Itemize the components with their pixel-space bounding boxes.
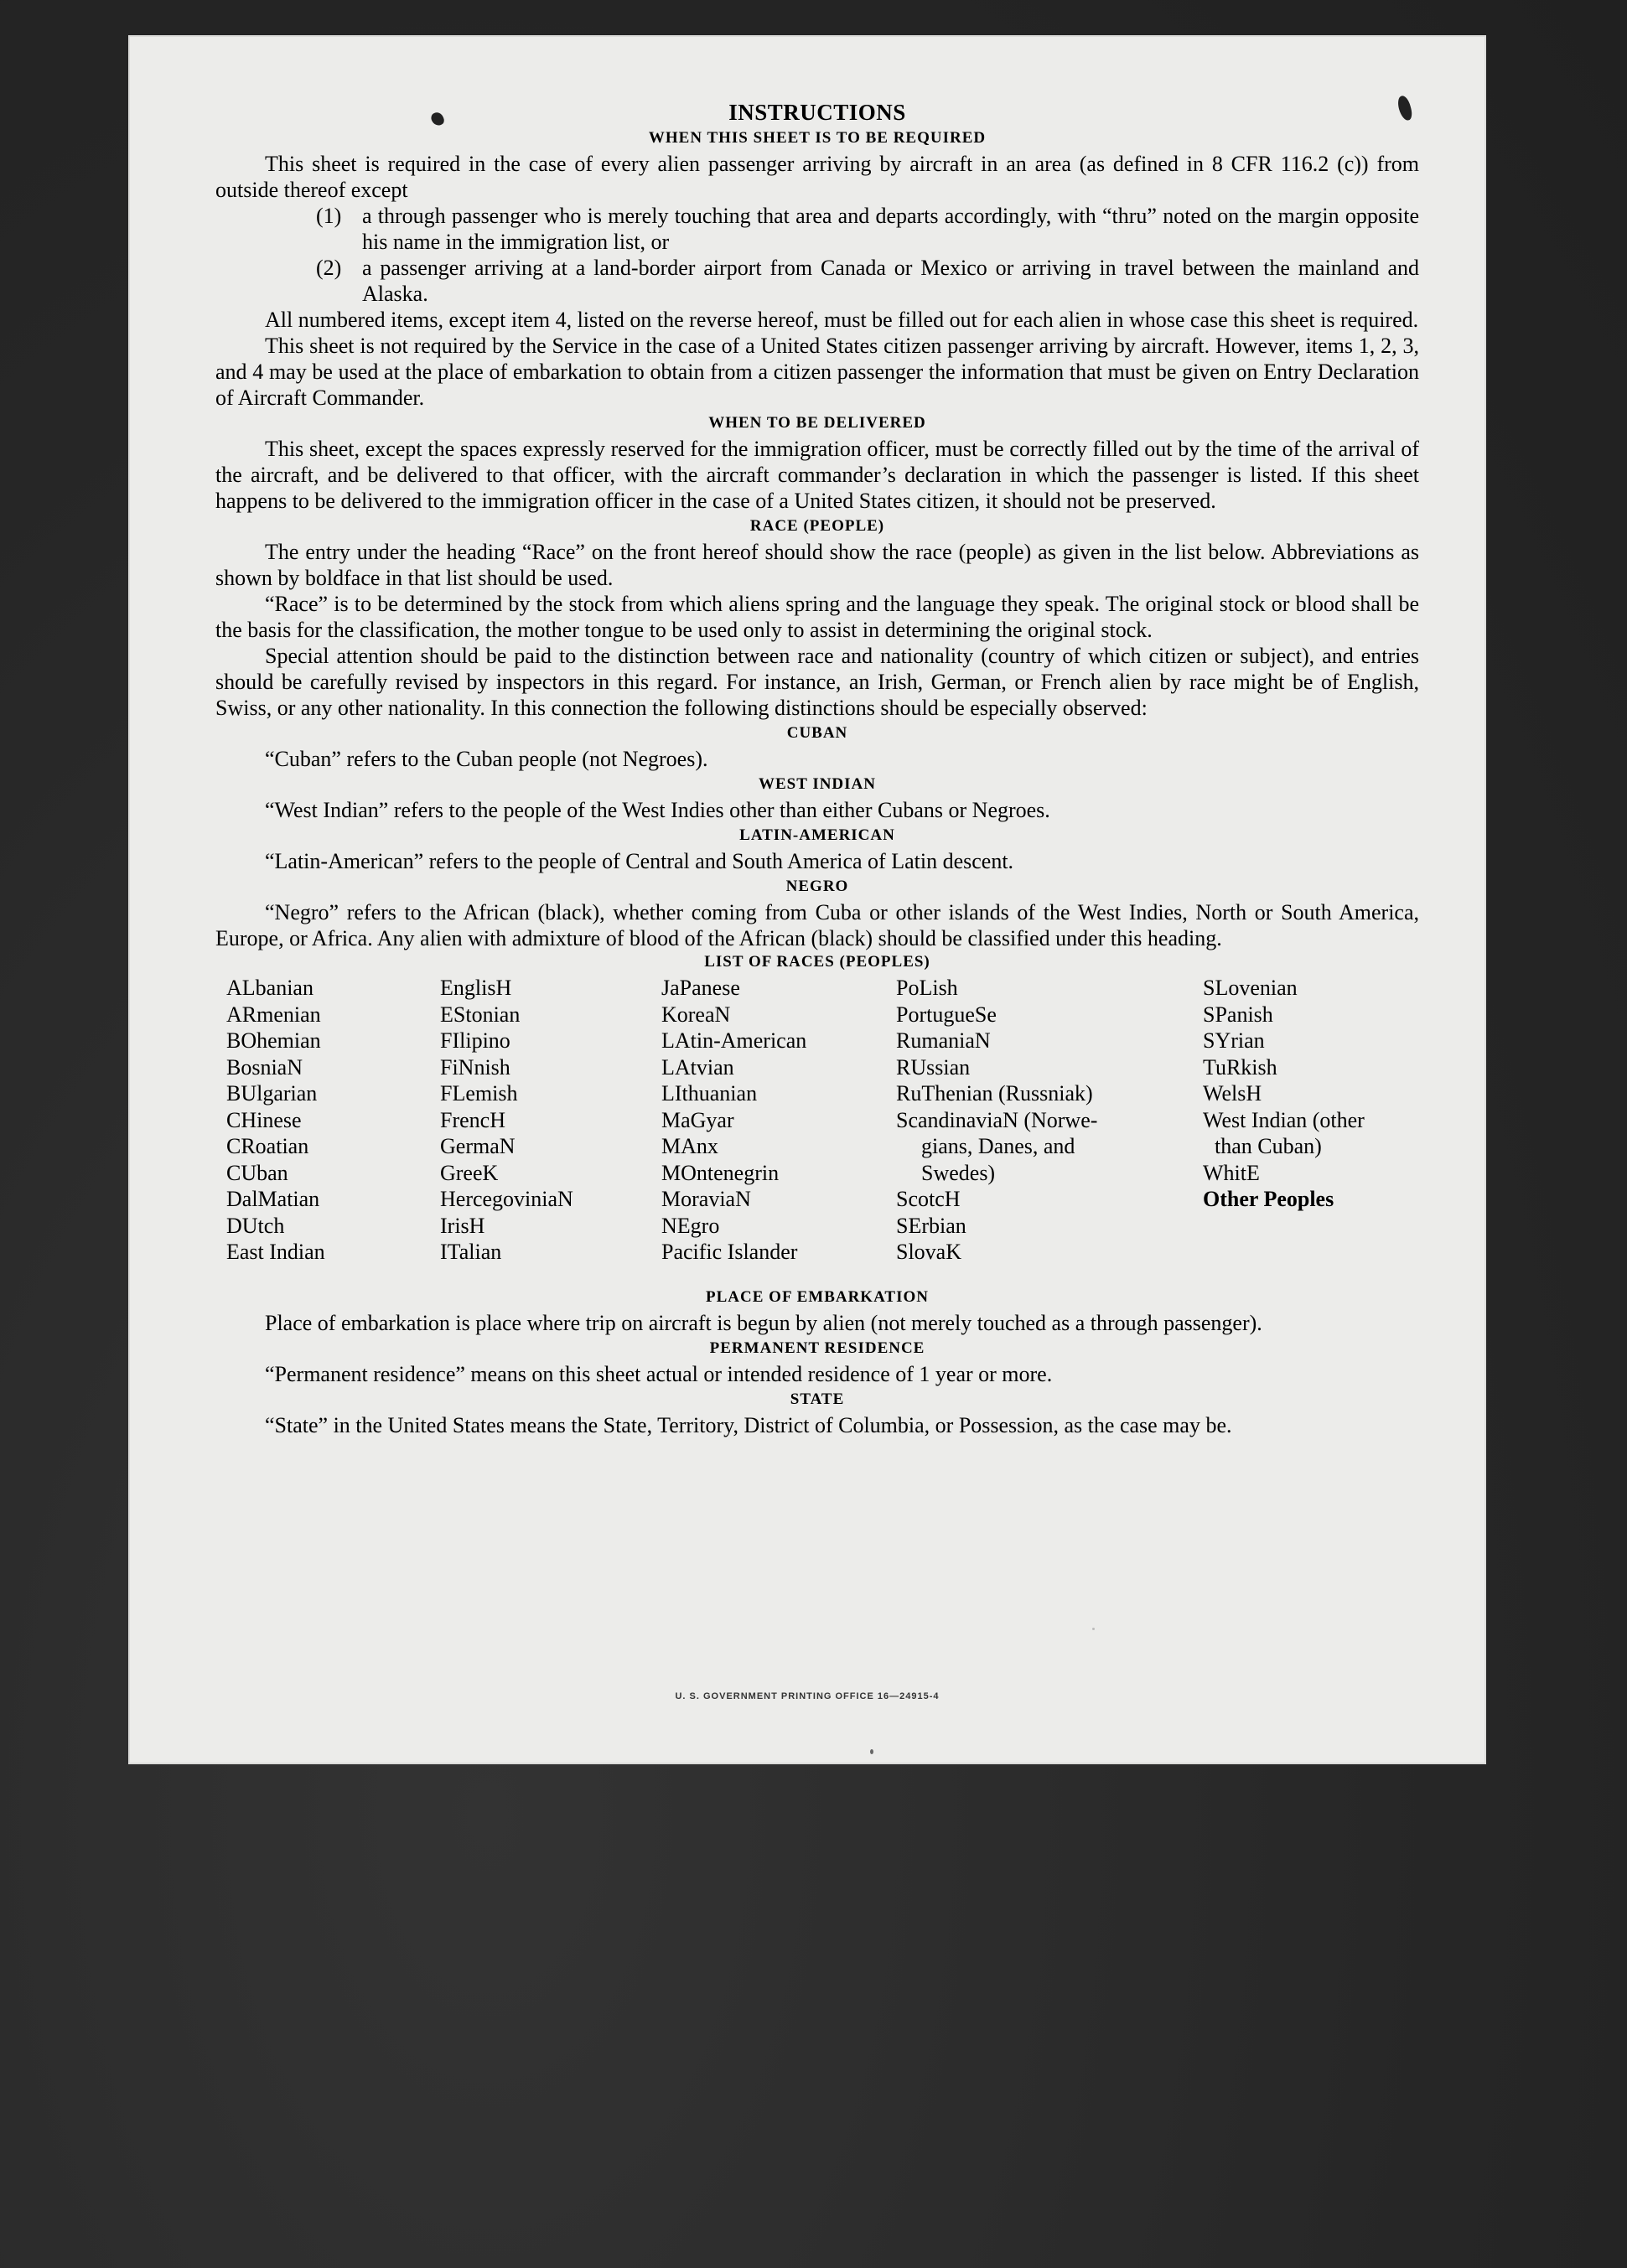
race-list-entry: CUban bbox=[226, 1160, 288, 1185]
race-list-entry: GreeK bbox=[440, 1160, 499, 1185]
race-list-entry: FiNnish bbox=[440, 1054, 510, 1080]
race-list-entry: Other Peoples bbox=[1203, 1187, 1334, 1211]
exception-item-2 bbox=[316, 255, 1419, 307]
race-list-entry: ARmenian bbox=[226, 1002, 321, 1027]
race-list-entry: SLovenian bbox=[1203, 976, 1298, 1000]
race-list-entry: CHinese bbox=[226, 1107, 302, 1132]
race-list-entry: MAnx bbox=[661, 1134, 718, 1158]
race-list-entry: IrisH bbox=[440, 1213, 485, 1238]
race-list bbox=[215, 975, 1419, 1285]
section-heading-latin-american: LATIN-AMERICAN bbox=[739, 826, 895, 844]
race-list-entry: EStonian bbox=[440, 1002, 521, 1027]
speck bbox=[1092, 1628, 1095, 1630]
embarkation-text: Place of embarkation is place where trip on aircraft is begun by alien (not merely touched as a through passenger). bbox=[265, 1311, 1262, 1335]
race-list-entry: ALbanian bbox=[226, 976, 313, 1000]
race-list-entry: PoLish bbox=[896, 976, 958, 1000]
race-list-entry: JaPanese bbox=[661, 976, 740, 1000]
when-delivered-text: This sheet, except the spaces expressly reserved for the immigration officer, must be correctly filled out by the time of the arrival of the aircraft, and be delivered to that officer, with the aircraft commander’s declaration in which the passenger is listed. If this sheet happens to be delivered to the immigration officer in the case of a United States citizen, it should not be preserved. bbox=[215, 437, 1419, 513]
when-required-para3: This sheet is not required by the Service in the case of a United States citizen passenger arriving by aircraft. However, items 1, 2, 3, and 4 may be used at the place of embarkation to obtain from a citizen passenger the information that must be given on Entry Declaration of Aircraft Commander. bbox=[215, 334, 1419, 410]
race-list-entry: FLemish bbox=[440, 1081, 518, 1106]
section-heading-permanent-residence: PERMANENT RESIDENCE bbox=[709, 1339, 925, 1357]
race-list-entry: Swedes) bbox=[921, 1160, 996, 1185]
section-heading-embarkation: PLACE OF EMBARKATION bbox=[706, 1288, 929, 1306]
section-heading-when-required: WHEN THIS SHEET IS TO BE REQUIRED bbox=[648, 129, 987, 147]
race-list-entry: BOhemian bbox=[226, 1028, 321, 1053]
race-list-entry: MOntenegrin bbox=[661, 1160, 780, 1185]
west-indian-text: “West Indian” refers to the people of the West Indies other than either Cubans or Negroes. bbox=[265, 798, 1050, 822]
race-list-entry: MaGyar bbox=[661, 1107, 734, 1132]
race-list-column-1 bbox=[226, 975, 325, 1266]
race-list-entry: SYrian bbox=[1203, 1028, 1265, 1053]
race-list-entry: ITalian bbox=[440, 1240, 502, 1264]
state-text: “State” in the United States means the State, Territory, District of Columbia, or Possession, as the case may be. bbox=[265, 1413, 1232, 1437]
race-list-entry: SErbian bbox=[896, 1213, 966, 1238]
race-list-entry: RuThenian (Russniak) bbox=[896, 1081, 1093, 1106]
race-list-entry: RUssian bbox=[896, 1054, 971, 1080]
latin-american-text: “Latin-American” refers to the people of Central and South America of Latin descent. bbox=[265, 849, 1014, 873]
item-number: (1) bbox=[316, 204, 342, 228]
race-list-column-2 bbox=[440, 975, 573, 1266]
race-para3: Special attention should be paid to the distinction between race and nationality (country of which citizen or subject), and entries should be carefully revised by inspectors in this regard. For instance, an Irish, German, or French alien by race might be of English, Swiss, or any other nationality. In this connection the following distinctions should be especially observed: bbox=[215, 644, 1419, 720]
negro-text: “Negro” refers to the African (black), whether coming from Cuba or other islands of the West Indies, North or South America, Europe, or Africa. Any alien with admixture of blood of the African (black) should be classified under this heading. bbox=[215, 900, 1419, 950]
race-list-entry: DalMatian bbox=[226, 1187, 320, 1211]
race-list-entry: EnglisH bbox=[440, 976, 512, 1000]
page-title: INSTRUCTIONS bbox=[728, 100, 906, 125]
item-text: a passenger arriving at a land-border airport from Canada or Mexico or arriving in travel between the mainland and Alaska. bbox=[362, 256, 1419, 306]
section-heading-negro: NEGRO bbox=[785, 878, 849, 895]
permanent-residence-text: “Permanent residence” means on this sheet actual or intended residence of 1 year or more. bbox=[265, 1362, 1053, 1386]
race-list-entry: FIlipino bbox=[440, 1028, 510, 1053]
race-list-entry: BUlgarian bbox=[226, 1081, 318, 1106]
exception-item-1 bbox=[316, 203, 1419, 255]
speck bbox=[870, 1749, 873, 1754]
race-list-entry: NEgro bbox=[661, 1213, 720, 1238]
race-list-entry: WhitE bbox=[1203, 1160, 1260, 1185]
race-list-entry: LIthuanian bbox=[661, 1081, 758, 1106]
race-list-entry: RumaniaN bbox=[896, 1028, 991, 1053]
cuban-text: “Cuban” refers to the Cuban people (not Negroes). bbox=[265, 747, 708, 771]
section-heading-when-delivered: WHEN TO BE DELIVERED bbox=[708, 414, 926, 432]
when-required-para2: All numbered items, except item 4, listed on the reverse hereof, must be filled out for each alien in whose case this sheet is required. bbox=[265, 308, 1419, 332]
race-list-entry: PortugueSe bbox=[896, 1002, 997, 1027]
when-required-intro: This sheet is required in the case of every alien passenger arriving by aircraft in an area (as defined in 8 CFR 116.2 (c)) from outside thereof except bbox=[215, 152, 1419, 202]
race-list-entry: DUtch bbox=[226, 1213, 285, 1238]
race-list-entry: Pacific Islander bbox=[661, 1240, 798, 1264]
race-list-entry: ScandinaviaN (Norwe- bbox=[896, 1107, 1098, 1132]
race-list-entry: LAtvian bbox=[661, 1054, 734, 1080]
item-text: a through passenger who is merely touching that area and departs accordingly, with “thru” noted on the margin opposite his name in the immigration list, or bbox=[362, 204, 1419, 254]
race-list-entry: CRoatian bbox=[226, 1134, 309, 1158]
section-heading-cuban: CUBAN bbox=[786, 724, 848, 742]
race-para1: The entry under the heading “Race” on the front hereof should show the race (people) as given in the list below. Abbreviations as shown by boldface in that list should be used. bbox=[215, 540, 1419, 590]
race-list-entry: SlovaK bbox=[896, 1240, 961, 1264]
section-heading-state: STATE bbox=[790, 1390, 845, 1408]
race-list-entry: TuRkish bbox=[1203, 1054, 1277, 1080]
section-heading-west-indian: WEST INDIAN bbox=[759, 775, 876, 793]
race-list-column-5 bbox=[1203, 975, 1365, 1213]
race-list-entry: ScotcH bbox=[896, 1187, 961, 1211]
race-list-entry: SPanish bbox=[1203, 1002, 1273, 1027]
race-list-entry: HercegoviniaN bbox=[440, 1187, 573, 1211]
instructions-content bbox=[215, 99, 1419, 1438]
section-heading-list-of-races: LIST OF RACES (PEOPLES) bbox=[704, 953, 930, 971]
item-number: (2) bbox=[316, 256, 342, 280]
race-list-column-3 bbox=[661, 975, 806, 1266]
race-list-entry: East Indian bbox=[226, 1240, 325, 1264]
race-list-entry: LAtin-American bbox=[661, 1028, 807, 1053]
printing-office-imprint: U. S. GOVERNMENT PRINTING OFFICE 16—24915-4 bbox=[675, 1691, 940, 1701]
section-heading-race: RACE (PEOPLE) bbox=[749, 517, 885, 535]
race-list-entry: BosniaN bbox=[226, 1054, 303, 1080]
race-list-column-4 bbox=[896, 975, 1097, 1266]
race-list-entry: than Cuban) bbox=[1215, 1134, 1322, 1158]
race-list-entry: gians, Danes, and bbox=[921, 1134, 1075, 1158]
race-list-entry: FrencH bbox=[440, 1107, 505, 1132]
race-list-entry: West Indian (other bbox=[1203, 1107, 1365, 1132]
race-list-entry: MoraviaN bbox=[661, 1187, 751, 1211]
race-list-entry: KoreaN bbox=[661, 1002, 731, 1027]
race-para2: “Race” is to be determined by the stock from which aliens spring and the language they speak. The original stock or blood shall be the basis for the classification, the mother tongue to be used only to assist in determining the original stock. bbox=[215, 592, 1419, 642]
race-list-entry: WelsH bbox=[1203, 1081, 1262, 1106]
race-list-entry: GermaN bbox=[440, 1134, 516, 1158]
